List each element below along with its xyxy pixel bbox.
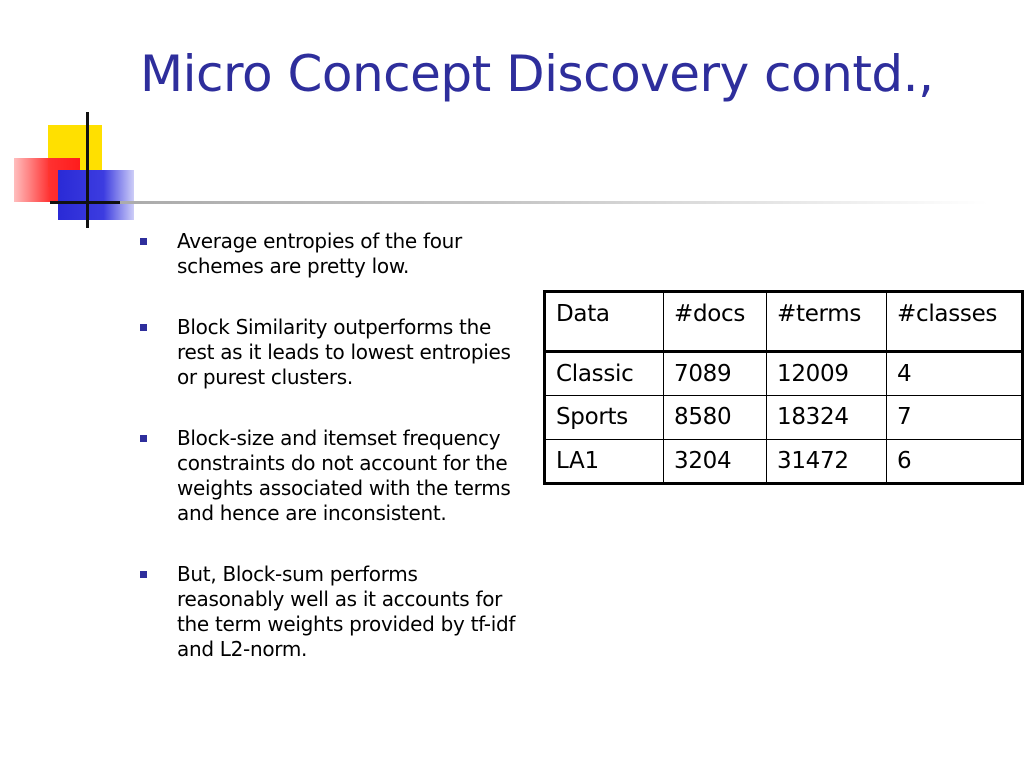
decorative-horizontal-line: [50, 201, 120, 204]
bullet-item: [140, 315, 530, 390]
decorative-blue-square: [58, 170, 134, 220]
square-bullet-icon: [140, 238, 147, 245]
table-cell: 7089: [664, 352, 767, 396]
table-cell: Classic: [545, 352, 664, 396]
table-cell: 3204: [664, 440, 767, 484]
square-bullet-icon: [140, 435, 147, 442]
square-bullet-icon: [140, 324, 147, 331]
bullet-item: [140, 426, 530, 526]
table-row: [545, 352, 1023, 396]
bullet-text: Block Similarity outperforms the rest as it leads to lowest entropies or purest clusters.: [177, 315, 511, 389]
bullet-text: But, Block-sum performs reasonably well as it accounts for the term weights provided by tf-idf and L2-norm.: [177, 562, 516, 661]
table-cell: Sports: [545, 396, 664, 440]
table-cell: 8580: [664, 396, 767, 440]
bullet-list: [140, 229, 530, 698]
table-cell: 7: [887, 396, 1023, 440]
bullet-item: [140, 229, 530, 279]
table-header-row: [545, 292, 1023, 352]
table-row: [545, 440, 1023, 484]
table-cell: 4: [887, 352, 1023, 396]
table-cell: LA1: [545, 440, 664, 484]
table-cell: 12009: [767, 352, 887, 396]
bullet-item: [140, 562, 530, 662]
bullet-text: Block-size and itemset frequency constraints do not account for the weights associated with the terms and hence are inconsistent.: [177, 426, 511, 525]
table-cell: 18324: [767, 396, 887, 440]
table-header-cell: #terms: [767, 292, 887, 352]
decorative-vertical-line: [86, 112, 89, 228]
table-cell: 6: [887, 440, 1023, 484]
dataset-table: [543, 290, 1024, 485]
table-header-cell: Data: [545, 292, 664, 352]
table-header-cell: #docs: [664, 292, 767, 352]
table-row: [545, 396, 1023, 440]
square-bullet-icon: [140, 571, 147, 578]
table-header-cell: #classes: [887, 292, 1023, 352]
bullet-text: Average entropies of the four schemes are pretty low.: [177, 229, 462, 278]
table-cell: 31472: [767, 440, 887, 484]
title-underline-rule: [88, 201, 988, 204]
slide-title: Micro Concept Discovery contd.,: [140, 45, 934, 103]
